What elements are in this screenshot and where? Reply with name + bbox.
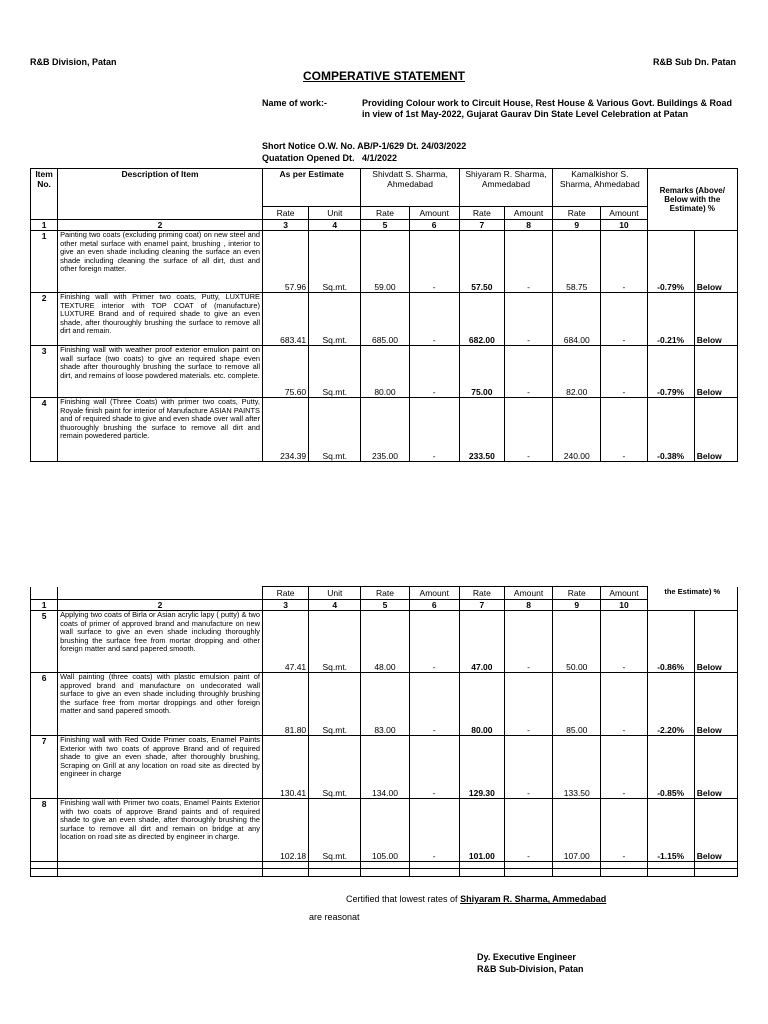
table-row <box>31 611 738 673</box>
work-label: Name of work:- <box>262 98 328 108</box>
item-no: 3 <box>31 346 58 398</box>
item-no: 6 <box>31 673 58 736</box>
lowest-bidder-name: Shiyaram R. Sharma, Ammedabad <box>460 894 607 904</box>
header-unit: Unit <box>309 587 361 600</box>
item-description: Finishing wall with Red Oxide Primer coats, Enamel Paints Exterior with two coats of approve Brand and of required shade to give an even shade, after thoroughly brushing, Scraping on Grill at any location on road site as directed by engineer in charge <box>58 736 263 799</box>
bidder1-rate: 83.00 <box>361 673 409 736</box>
header-rate: Rate <box>553 587 601 600</box>
col-number: 2 <box>58 220 263 231</box>
bidder3-amount: - <box>601 736 647 799</box>
item-description: Finishing wall with Primer two coats, Putty, LUXTURE TEXTURE interior with TOP COAT of (manufacture) LUXTURE Brand and of required shade to give an even shade, after thouroughly brushing the surface to remove all dirt and remain. <box>58 293 263 346</box>
bidder1-amount: - <box>409 799 459 862</box>
table-row <box>31 673 738 736</box>
bidder3-rate: 50.00 <box>553 611 601 673</box>
bidder2-rate: 80.00 <box>459 673 504 736</box>
work-description: Providing Colour work to Circuit House, Rest House & Various Govt. Buildings & Road in view of 1st May-2022, Gujarat Gaurav Din State Level Celebration at Patan <box>362 98 733 119</box>
col-header-bidder-2: Shiyaram R. Sharma, Ammedabad <box>459 169 552 207</box>
bidder3-rate: 240.00 <box>553 398 601 462</box>
col-number: 8 <box>504 600 552 611</box>
header-amount: Amount <box>504 207 552 220</box>
unit: Sq.mt. <box>309 293 361 346</box>
bidder1-amount: - <box>409 736 459 799</box>
item-no: 1 <box>31 231 58 293</box>
col-number: 7 <box>459 600 504 611</box>
col-number: 2 <box>58 600 263 611</box>
col-number: 5 <box>361 600 409 611</box>
percent-diff: -0.85% <box>647 736 694 799</box>
estimate-rate: 234.39 <box>262 398 308 462</box>
header-amount: Amount <box>601 207 647 220</box>
percent-diff: -1.15% <box>647 799 694 862</box>
estimate-rate: 57.96 <box>262 231 308 293</box>
bidder3-amount: - <box>601 346 647 398</box>
empty-row <box>31 869 738 877</box>
col-number: 7 <box>459 220 504 231</box>
header-rate: Rate <box>459 587 504 600</box>
estimate-rate: 130.41 <box>262 736 308 799</box>
header-rate: Rate <box>459 207 504 220</box>
table-row <box>31 398 738 462</box>
remark: Below <box>694 231 737 293</box>
col-number: 4 <box>309 600 361 611</box>
col-number: 9 <box>553 600 601 611</box>
unit: Sq.mt. <box>309 398 361 462</box>
percent-diff: -0.86% <box>647 611 694 673</box>
header-rate: Rate <box>361 207 409 220</box>
percent-diff: -0.79% <box>647 231 694 293</box>
estimate-rate: 47.41 <box>262 611 308 673</box>
unit: Sq.mt. <box>309 346 361 398</box>
unit: Sq.mt. <box>309 673 361 736</box>
col-number: 1 <box>31 220 58 231</box>
bidder2-rate: 47.00 <box>459 611 504 673</box>
bidder1-rate: 80.00 <box>361 346 409 398</box>
table-row <box>31 293 738 346</box>
page-title: COMPERATIVE STATEMENT <box>303 69 465 83</box>
comparative-table-1 <box>30 168 738 462</box>
item-no: 2 <box>31 293 58 346</box>
bidder2-amount: - <box>504 799 552 862</box>
comparative-table-2 <box>30 586 738 877</box>
remark: Below <box>694 736 737 799</box>
bidder1-amount: - <box>409 293 459 346</box>
estimate-rate: 683.41 <box>262 293 308 346</box>
header-rate: Rate <box>553 207 601 220</box>
remark: Below <box>694 611 737 673</box>
bidder3-amount: - <box>601 398 647 462</box>
bidder2-rate: 75.00 <box>459 346 504 398</box>
bidder3-rate: 107.00 <box>553 799 601 862</box>
bidder3-rate: 58.75 <box>553 231 601 293</box>
bidder1-rate: 105.00 <box>361 799 409 862</box>
item-no: 8 <box>31 799 58 862</box>
item-no: 4 <box>31 398 58 462</box>
quotation-opened: Quatation Opened Dt. 4/1/2022 <box>262 153 398 163</box>
col-number: 8 <box>504 220 552 231</box>
bidder2-amount: - <box>504 293 552 346</box>
bidder1-rate: 235.00 <box>361 398 409 462</box>
table-row <box>31 346 738 398</box>
bidder2-rate: 233.50 <box>459 398 504 462</box>
estimate-rate: 75.60 <box>262 346 308 398</box>
percent-diff: -0.21% <box>647 293 694 346</box>
item-description: Wall painting (three coats) with plastic emulsion paint of approved brand and manufacture on undecorated wall surface to give an even shade including throughly brushing the surface free from mortar droppings and other foreign matter and sand papered smooth. <box>58 673 263 736</box>
item-description: Finishing wall (Three Coats) with primer two coats, Putty, Royale finish paint for interior of Manufacture ASIAN PAINTS and of required shade to give and even shade over wall after thuoroughly brushing the surface to remove all dirt and remain powedered particle. <box>58 398 263 462</box>
bidder2-amount: - <box>504 346 552 398</box>
bidder2-amount: - <box>504 673 552 736</box>
certification-prefix: Certified that lowest rates of <box>346 894 458 904</box>
header-amount: Amount <box>409 207 459 220</box>
unit: Sq.mt. <box>309 799 361 862</box>
remark: Below <box>694 398 737 462</box>
unit: Sq.mt. <box>309 736 361 799</box>
table-row <box>31 736 738 799</box>
blank-cell <box>58 587 263 600</box>
col-number: 1 <box>31 600 58 611</box>
header-rate: Rate <box>262 587 308 600</box>
bidder3-amount: - <box>601 611 647 673</box>
item-no: 7 <box>31 736 58 799</box>
percent-diff: -2.20% <box>647 673 694 736</box>
bidder1-amount: - <box>409 231 459 293</box>
item-description: Finishing wall with Primer two coats, Enamel Paints Exterior with two coats of approve Brand paints and of required shade to give an even shade, after thoroughly brushing the surface to remove all dirt and remain on bridge at any location on road site as directed by engineer in charge. <box>58 799 263 862</box>
bidder2-rate: 129.30 <box>459 736 504 799</box>
col-number: 10 <box>601 600 647 611</box>
remarks-header-tail: the Estimate) % <box>647 587 737 611</box>
short-notice: Short Notice O.W. No. AB/P-1/629 Dt. 24/03/2022 <box>262 141 467 151</box>
header-unit: Unit <box>309 207 361 220</box>
col-header-remarks: Remarks (Above/ Below with the Estimate) % <box>647 169 737 231</box>
item-description: Finishing wall with weather proof exterior emulion paint on wall surface (two coats) to give an required shape even shade after thouroughly brushing the surface to remove all dirt, and remains of loose powdered materials. etc. complete. <box>58 346 263 398</box>
remark: Below <box>694 346 737 398</box>
item-no: 5 <box>31 611 58 673</box>
col-number: 5 <box>361 220 409 231</box>
division-right: R&B Sub Dn. Patan <box>652 57 736 67</box>
bidder3-rate: 85.00 <box>553 673 601 736</box>
bidder3-amount: - <box>601 799 647 862</box>
col-number: 10 <box>601 220 647 231</box>
certification-line <box>346 894 606 904</box>
percent-diff: -0.79% <box>647 346 694 398</box>
blank-cell <box>31 587 58 600</box>
unit: Sq.mt. <box>309 611 361 673</box>
bidder3-amount: - <box>601 231 647 293</box>
bidder2-amount: - <box>504 398 552 462</box>
header-amount: Amount <box>601 587 647 600</box>
bidder3-rate: 133.50 <box>553 736 601 799</box>
division-left: R&B Division, Patan <box>30 57 117 67</box>
bidder3-amount: - <box>601 673 647 736</box>
table-row <box>31 799 738 862</box>
bidder1-amount: - <box>409 611 459 673</box>
reasonable-text: are reasonat <box>309 912 360 922</box>
col-header-estimate: As per Estimate <box>262 169 360 207</box>
empty-row <box>31 862 738 869</box>
percent-diff: -0.38% <box>647 398 694 462</box>
bidder1-rate: 685.00 <box>361 293 409 346</box>
signatory-title: Dy. Executive Engineer <box>477 952 576 962</box>
bidder1-amount: - <box>409 346 459 398</box>
estimate-rate: 102.18 <box>262 799 308 862</box>
bidder1-rate: 134.00 <box>361 736 409 799</box>
table-row <box>31 231 738 293</box>
remark: Below <box>694 673 737 736</box>
bidder2-rate: 57.50 <box>459 231 504 293</box>
col-header-bidder-3: Kamalkishor S. Sharma, Ahmedabad <box>553 169 647 207</box>
header-amount: Amount <box>409 587 459 600</box>
unit: Sq.mt. <box>309 231 361 293</box>
header-amount: Amount <box>504 587 552 600</box>
bidder3-amount: - <box>601 293 647 346</box>
bidder2-amount: - <box>504 736 552 799</box>
col-number: 4 <box>309 220 361 231</box>
bidder1-rate: 48.00 <box>361 611 409 673</box>
bidder3-rate: 82.00 <box>553 346 601 398</box>
item-description: Applying two coats of Birla or Asian acrylic lapy ( putty) & two coats of primer of approved brand and manufacture on new wall surface to give an even shade including thoroughly brushing the surface free from mortar dropping and other foreign matter and sand papered smooth. <box>58 611 263 673</box>
col-number: 3 <box>262 600 308 611</box>
signatory-office: R&B Sub-Division, Patan <box>477 964 584 974</box>
bidder1-amount: - <box>409 673 459 736</box>
bidder3-rate: 684.00 <box>553 293 601 346</box>
item-description: Painting two coats (excluding priming coat) on new steel and other metal surface with enamel paint, brushing , interior to give an even shade including cleaning the surface an even shade including cleaning the surface of all dirt, dust and other foreign matter. <box>58 231 263 293</box>
col-number: 6 <box>409 220 459 231</box>
estimate-rate: 81.80 <box>262 673 308 736</box>
header-rate: Rate <box>361 587 409 600</box>
col-number: 3 <box>262 220 308 231</box>
bidder2-amount: - <box>504 231 552 293</box>
bidder2-rate: 101.00 <box>459 799 504 862</box>
bidder1-amount: - <box>409 398 459 462</box>
bidder1-rate: 59.00 <box>361 231 409 293</box>
remark: Below <box>694 799 737 862</box>
col-header-item-no: Item No. <box>31 169 58 220</box>
header-rate: Rate <box>262 207 308 220</box>
bidder2-rate: 682.00 <box>459 293 504 346</box>
col-number: 9 <box>553 220 601 231</box>
col-number: 6 <box>409 600 459 611</box>
bidder2-amount: - <box>504 611 552 673</box>
remark: Below <box>694 293 737 346</box>
col-header-description: Description of Item <box>58 169 263 220</box>
col-header-bidder-1: Shivdatt S. Sharma, Ahmedabad <box>361 169 459 207</box>
